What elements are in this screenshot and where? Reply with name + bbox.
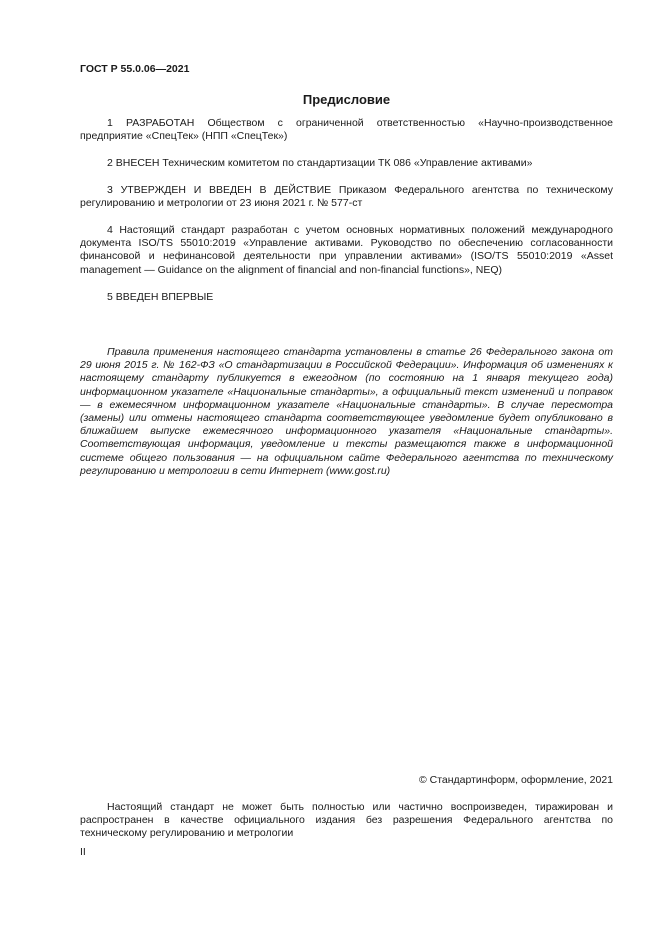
document-code: ГОСТ Р 55.0.06—2021	[80, 63, 190, 75]
page-title: Предисловие	[302, 92, 391, 107]
paragraph-approved: 3 УТВЕРЖДЕН И ВВЕДЕН В ДЕЙСТВИЕ Приказом Федерального агентства по техническому регулированию и метрологии от 23 июня 2021 г. № 577-ст	[80, 184, 613, 210]
page-number: II	[80, 846, 86, 858]
reproduction-notice: Настоящий стандарт не может быть полностью или частично воспроизведен, тиражирован и распространен в качестве официального издания без разрешения Федерального агентства по техническому регулированию и метрологии	[80, 801, 613, 840]
copyright-notice: © Стандартинформ, оформление, 2021	[418, 774, 613, 786]
paragraph-international-basis: 4 Настоящий стандарт разработан с учетом основных нормативных положений международного документа ISO/TS 55010:2019 «Управление активами. Руководство по обеспечению согласованности финансовой и нефинансовой деятельности при управлении активами» (ISO/TS 55010:2019 «Asset management — Guidance on the alignment of financial and non-financial functions», NEQ)	[80, 224, 613, 276]
rules-of-application-text: Правила применения настоящего стандарта установлены в статье 26 Федерального закона от 29 июня 2015 г. № 162-ФЗ «О стандартизации в Российской Федерации». Информация об изменениях к настоящему стандарту публикуется в ежегодном (по состоянию на 1 января текущего года) информационном указателе «Национальные стандарты», а официальный текст изменений и поправок — в ежемесячном информационном указателе «Национальные стандарты». В случае пересмотра (замены) или отмены настоящего стандарта соответствующее уведомление будет опубликовано в ближайшем выпуске ежемесячного информационного указателя «Национальные стандарты». Соответствующая информация, уведомление и тексты размещаются также в информационной системе общего пользования — на официальном сайте Федерального агентства по техническому регулированию и метрологии в сети Интернет (www.gost.ru)	[80, 346, 613, 477]
paragraph-introduced-first: 5 ВВЕДЕН ВПЕРВЫЕ	[107, 291, 214, 303]
paragraph-submitted-by: 2 ВНЕСЕН Техническим комитетом по стандартизации ТК 086 «Управление активами»	[107, 157, 533, 169]
paragraph-developed-by: 1 РАЗРАБОТАН Обществом с ограниченной ответственностью «Научно-производственное предприятие «СпецТек» (НПП «СпецТек»)	[80, 117, 613, 143]
